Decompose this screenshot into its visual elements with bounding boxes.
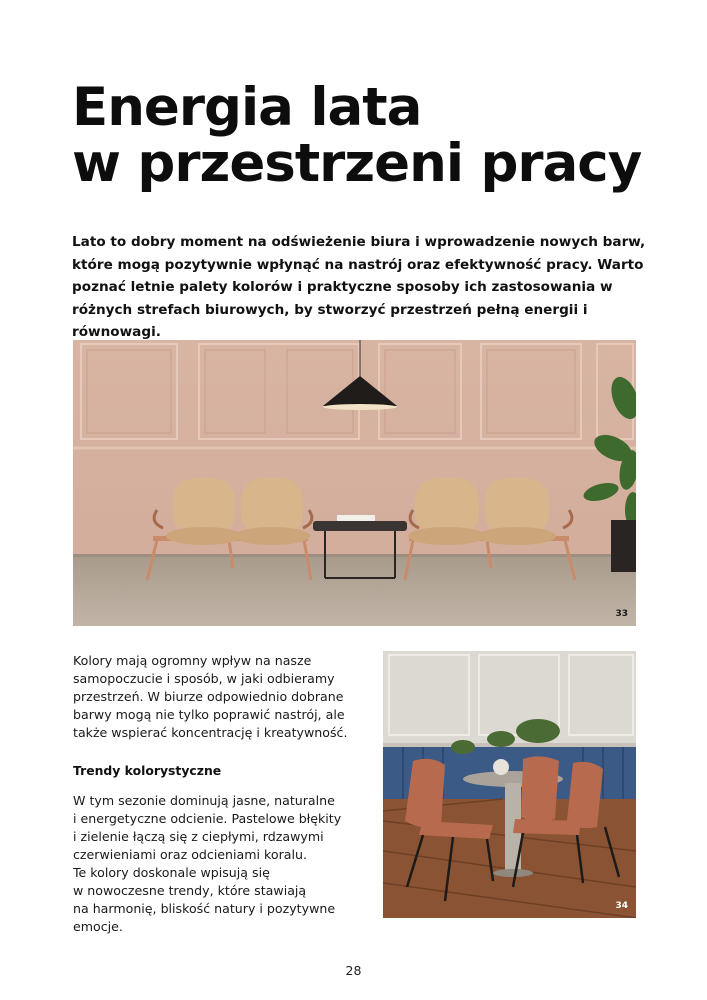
lead-paragraph: Lato to dobry moment na odświeżenie biura i wprowadzenie nowych barw, które mogą pozytywnie wpłynąć na nastrój oraz efektywność pracy. Warto poznać letnie palety kolorów i praktyczne sposoby ich zastosowania w różnych strefach biurowych, by stworzyć przestrzeń pełną energii i równowagi. [72,234,646,340]
text-line: Kolory mają ogromny wpływ na nasze [73,653,312,668]
photo-number: 34 [615,901,628,911]
text-line: i energetyczne odcienie. Pastelowe błękity [73,811,342,826]
text-line: emocje. [73,919,123,934]
photo-number: 33 [615,609,628,619]
text-line: na harmonię, bliskość natury i pozytywne [73,901,336,916]
title-line-1: Energia lata [72,77,422,138]
lobby-illustration [73,340,636,626]
page-number: 28 [345,963,362,978]
text-line: Te kolory doskonale wpisują się [73,865,270,880]
text-line: przestrzeń. W biurze odpowiednio dobrane [73,689,344,704]
text-line: samopoczucie i sposób, w jaki odbieramy [73,671,335,686]
text-line: w nowoczesne trendy, które stawiają [73,883,307,898]
section-heading: Trendy kolorystyczne [73,763,222,778]
page-title [72,77,672,194]
intro-paragraph [73,652,373,742]
text-line: także wspierać koncentrację i kreatywność. [73,725,348,740]
title-line-2: w przestrzeni pracy [72,133,642,194]
text-line: barwy mogą nie tylko poprawić nastrój, ale [73,707,345,722]
text-line: czerwieniami oraz odcieniami koralu. [73,847,307,862]
trends-paragraph [73,792,373,936]
cafe-illustration [383,651,636,918]
text-line: W tym sezonie dominują jasne, naturalne [73,793,335,808]
cafe-photo [383,651,636,918]
text-line: i zielenie łączą się z ciepłymi, rdzawymi [73,829,324,844]
lobby-photo [73,340,636,626]
